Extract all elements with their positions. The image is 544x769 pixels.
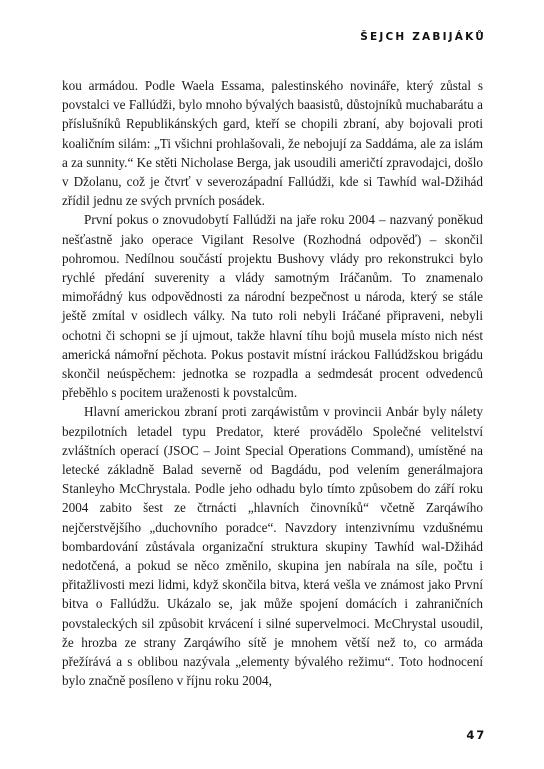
paragraph: Hlavní americkou zbraní proti zarqáwistům v provincii Anbár byly nálety bezpilotních letadel typu Predator, které provádělo Společné velitelství zvláštních operací (JSOC – Joint Special Operations Command), umístěné na letecké základně Balad severně od Bagdádu, pod velením generálmajora Stanleyho McChrystala. Podle jeho odhadu bylo tímto způsobem do září roku 2004 zabito šest ze čtrnácti „hlavních činovníků“ včetně Zarqáwího nejčerstvějšího „duchovního poradce“. Navzdory intenzivnímu vzdušnému bombardování zůstávala organizační struktura skupiny Tawhíd wal-Džihád nedotčená, a pokud se něco změnilo, skupina jen nabírala na síle, počtu i přitažlivosti mezi lidmi, když skončila bitva, která vešla ve známost jako První bitva o Fallúdžu. Ukázalo se, jak může spojení domácích i zahraničních povstaleckých sil způsobit krvácení i silné supervelmoci. McChrystal usoudil, že hrozba ze strany Zarqáwího sítě je mnohem větší než to, co armáda přežírává a s oblibou nazývala „elementy bývalého režimu“. Toto hodnocení bylo značně posíleno v říjnu roku 2004, — [62, 404, 483, 689]
running-header: ŠEJCH ZABIJÁKŮ — [360, 31, 486, 43]
paragraph-continuation: kou armádou. Podle Waela Essama, palestinského novináře, který zůstal s povstalci ve Fallúdži, bylo mnoho bývalých baasistů, důstojníků muchabarátu a příslušníků Republikánských gard, kteří se chopili zbraní, aby bojovali proti koaličním silám: „Ti všichni prohlašovali, že nebojují za Saddáma, ale za islám a za sunnity.“ Ke stěti Nicholase Berga, jak usoudili američtí zpravodajci, došlo v Džolanu, což je čtvrť v severozápadní Fallúdži, kde si Tawhíd wal-Džihád zřídil jednu ze svých prvních posádek. — [62, 78, 483, 209]
paragraph: První pokus o znovudobytí Fallúdži na jaře roku 2004 – nazvaný poněkud nešťastně jako operace Vigilant Resolve (Rozhodná odpověď) – skončil pohromou. Nedílnou součástí projektu Bushovy vlády pro rekonstrukci bylo rychlé předání suverenity a vlády samotným Iráčanům. To znamenalo mimořádný kus odpovědnosti za národní bezpečnost u národa, který se stále ještě zmítal v osidlech války. Na tuto roli nebyli Iráčané připraveni, nebyli ochotni či schopni se jí ujmout, takže hlavní tíhu bojů musela místo nich nést americká námořní pěchota. Pokus postavit místní iráckou Fallúdžskou brigádu skončil neúspěchem: jednotka se rozpadla a sedmdesát procent odvedenců přeběhlo s pocitem uraženosti k povstalcům. — [62, 212, 483, 401]
body-text — [62, 76, 483, 691]
page-number: 47 — [466, 728, 486, 742]
